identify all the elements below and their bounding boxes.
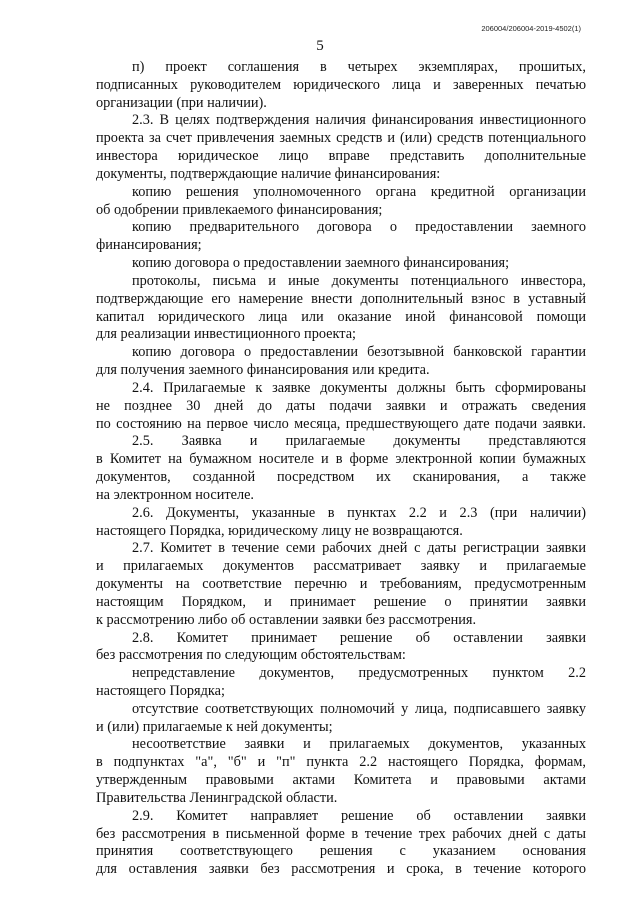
text-line: по состоянию на первое число месяца, предшествующего дате подачи заявки. xyxy=(96,415,586,432)
text-line: и (или) прилагаемые к ней документы; xyxy=(96,718,333,735)
text-line: отсутствие соответствующих полномочий у лица, подписавшего заявку xyxy=(132,700,586,717)
text-line: документы, подтверждающие наличие финансирования: xyxy=(96,165,441,182)
text-line: 2.5. Заявка и прилагаемые документы представляются xyxy=(132,433,586,450)
text-line: протоколы, письма и иные документы потенциального инвестора, xyxy=(132,272,586,289)
text-line: не позднее 30 дней до даты подачи заявки и отражать сведения xyxy=(96,397,586,414)
text-line: без рассмотрения в письменной форме в течение трех рабочих дней с даты xyxy=(96,825,586,842)
text-line: копию договора о предоставлении заемного финансирования; xyxy=(132,255,510,272)
text-line: 2.9. Комитет направляет решение об оставлении заявки xyxy=(132,807,586,824)
document-body xyxy=(96,59,586,879)
text-line: для реализации инвестиционного проекта; xyxy=(96,326,357,343)
text-line: для получения заемного финансирования или кредита. xyxy=(96,362,430,379)
text-line: 2.8. Комитет принимает решение об оставлении заявки xyxy=(132,629,586,646)
text-line: п) проект соглашения в четырех экземплярах, прошитых, xyxy=(132,59,586,75)
page-number: 5 xyxy=(316,38,324,54)
text-line: копию договора о предоставлении безотзывной банковской гарантии xyxy=(132,344,586,361)
text-line: копию предварительного договора о предоставлении заемного xyxy=(132,219,586,236)
text-line: для оставления заявки без рассмотрения и срока, в течение которого xyxy=(96,861,586,878)
text-line: на электронном носителе. xyxy=(96,486,255,503)
text-line: Правительства Ленинградской области. xyxy=(96,789,338,806)
text-line: 2.3. В целях подтверждения наличия финансирования инвестиционного xyxy=(132,112,586,129)
text-line: проекта за счет привлечения заемных средств и (или) средств потенциального xyxy=(96,130,586,147)
text-line: и прилагаемых документов рассматривает заявку и прилагаемые xyxy=(96,558,586,575)
text-line: настоящего Порядка; xyxy=(96,682,225,699)
text-line: непредставление документов, предусмотренных пунктом 2.2 xyxy=(132,665,586,682)
text-line: настоящим Порядком, и принимает решение о принятии заявки xyxy=(96,593,586,610)
text-line: 2.7. Комитет в течение семи рабочих дней с даты регистрации заявки xyxy=(132,540,586,557)
text-line: об одобрении привлекаемого финансирования; xyxy=(96,201,383,218)
text-line: документов, созданной посредством их сканирования, а также xyxy=(96,469,586,486)
text-line: 2.6. Документы, указанные в пунктах 2.2 и 2.3 (при наличии) xyxy=(132,504,586,521)
text-line: инвестора юридическое лицо вправе представить дополнительные xyxy=(96,148,586,165)
text-line: финансирования; xyxy=(96,237,202,254)
text-line: подтверждающие его намерение внести дополнительный взнос в уставный xyxy=(96,290,586,307)
text-line: в Комитет на бумажном носителе и в форме электронной копии бумажных xyxy=(96,451,586,468)
text-line: принятия соответствующего решения с указанием основания xyxy=(96,843,586,860)
text-line: копию решения уполномоченного органа кредитной организации xyxy=(132,183,586,200)
text-line: капитал юридического лица или оказание иной финансовой помощи xyxy=(96,308,586,325)
text-line: несоответствие заявки и прилагаемых документов, указанных xyxy=(132,736,586,753)
text-line: подписанных руководителем юридического лица и заверенных печатью xyxy=(96,76,586,93)
text-line: документы на соответствие перечню и требованиям, предусмотренным xyxy=(96,576,586,593)
text-line: настоящего Порядка, юридическому лицу не возвращаются. xyxy=(96,522,463,539)
document-id: 206004/206004-2019-4502(1) xyxy=(481,24,581,33)
text-line: к рассмотрению либо об оставлении заявки без рассмотрения. xyxy=(96,611,477,628)
text-line: в подпунктах "а", "б" и "п" пункта 2.2 настоящего Порядка, формам, xyxy=(96,754,586,771)
text-line: утвержденным правовыми актами Комитета и правовыми актами xyxy=(96,772,586,789)
text-line: без рассмотрения по следующим обстоятельствам: xyxy=(96,647,406,664)
text-line: 2.4. Прилагаемые к заявке документы должны быть сформированы xyxy=(132,379,586,396)
text-line: организации (при наличии). xyxy=(96,94,267,111)
